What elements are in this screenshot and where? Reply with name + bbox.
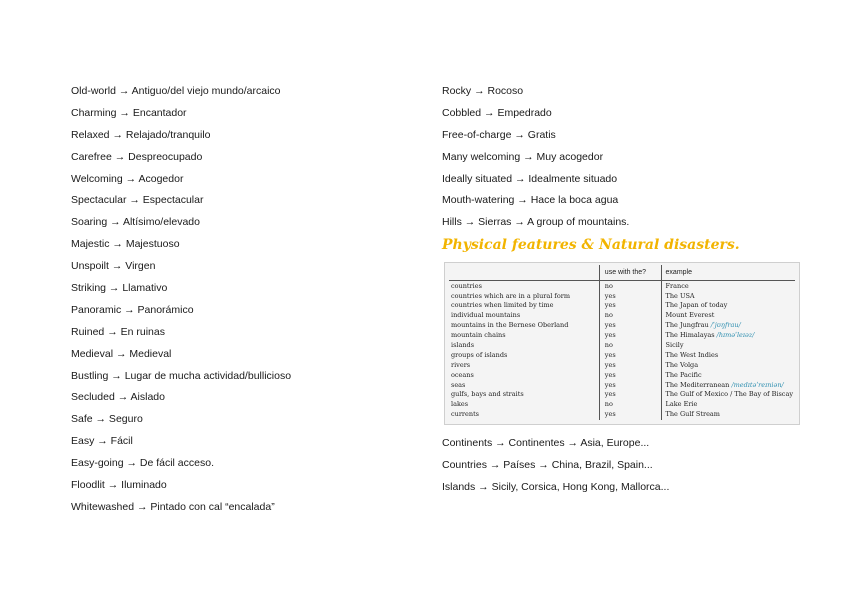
table-cell-use-the-text: yes <box>604 291 616 300</box>
table-cell-example-text: Mount Everest <box>665 311 715 320</box>
table-cell-example-text: The Japan of today <box>665 301 728 310</box>
table-row <box>449 360 795 370</box>
table-cell-use-the <box>599 281 661 291</box>
table-row <box>449 410 795 420</box>
table-header-category <box>449 265 599 281</box>
table-cell-use-the-text: yes <box>604 390 616 399</box>
table-header-use-the: use with the? <box>599 265 661 281</box>
vocab-line: Striking → Llamativo <box>71 282 168 295</box>
table-cell-use-the-text: yes <box>604 321 616 330</box>
table-cell-use-the <box>599 370 661 380</box>
table-cell-use-the-text: yes <box>604 370 616 379</box>
table-body <box>449 281 795 420</box>
table-cell-example <box>661 311 795 321</box>
vocab-line: Secluded → Aislado <box>71 391 165 404</box>
vocab-line: Whitewashed → Pintado con cal “encalada” <box>71 500 275 513</box>
vocab-line: Rocky → Rocoso <box>442 85 524 97</box>
vocab-line: Mouth-watering → Hace la boca agua <box>442 194 619 207</box>
vocab-line: Ruined → En ruinas <box>71 325 165 338</box>
table-cell-example <box>661 400 795 410</box>
vocab-line: Unspoilt → Virgen <box>71 260 156 273</box>
table-row <box>449 291 795 301</box>
table-cell-use-the <box>599 400 661 410</box>
table-cell-category-text: individual mountains <box>451 311 521 320</box>
table-row <box>449 370 795 380</box>
phonetic-transcription: /medɪtəˈreɪniən/ <box>731 380 784 389</box>
vocab-line: Countries → Países → China, Brazil, Spain... <box>442 459 653 472</box>
table-cell-use-the <box>599 380 661 390</box>
table-cell-use-the-text: yes <box>604 360 616 369</box>
table-cell-example <box>661 301 795 311</box>
table-row <box>449 331 795 341</box>
physical-features-table <box>449 265 795 419</box>
table-cell-use-the-text: no <box>604 400 613 409</box>
table-cell-category <box>449 360 599 370</box>
table-cell-example <box>661 380 795 390</box>
table-cell-category-text: currents <box>451 410 480 419</box>
phonetic-transcription: /ˈjʊŋfrau/ <box>710 321 741 330</box>
table-row <box>449 321 795 331</box>
vocab-line: Cobbled → Empedrado <box>442 106 552 119</box>
physical-features-table-image <box>445 263 799 424</box>
table-row <box>449 350 795 360</box>
table-cell-example <box>661 321 795 331</box>
table-cell-example <box>661 410 795 420</box>
vocab-line: Old-world → Antiguo/del viejo mundo/arcaico <box>71 85 281 97</box>
table-header-example: example <box>661 265 795 281</box>
table-cell-example-text: The USA <box>665 291 695 300</box>
table-cell-use-the <box>599 331 661 341</box>
table-cell-use-the <box>599 360 661 370</box>
vocab-line: Islands → Sicily, Corsica, Hong Kong, Mallorca... <box>442 481 670 494</box>
table-cell-example-text: The Himalayas <box>665 331 715 340</box>
table-cell-example <box>661 341 795 351</box>
vocab-line: Hills → Sierras → A group of mountains. <box>442 216 630 229</box>
table-cell-category-text: countries <box>451 281 482 290</box>
bottom-examples <box>442 436 812 502</box>
table-cell-example <box>661 350 795 360</box>
table-cell-category-text: mountains in the Bernese Oberland <box>451 321 569 330</box>
table-cell-example-text: Sicily <box>665 341 684 350</box>
table-cell-example <box>661 331 795 341</box>
right-vocabulary-column <box>442 84 812 502</box>
table-cell-category <box>449 341 599 351</box>
table-cell-example <box>661 390 795 400</box>
vocab-line: Charming → Encantador <box>71 106 187 119</box>
vocab-line: Relaxed → Relajado/tranquilo <box>71 128 211 141</box>
table-cell-example-text: Lake Erie <box>665 400 698 409</box>
vocab-line: Medieval → Medieval <box>71 347 172 360</box>
table-cell-example-text: France <box>665 281 689 290</box>
table-row <box>449 400 795 410</box>
table-cell-category-text: rivers <box>451 360 471 369</box>
vocab-line: Carefree → Despreocupado <box>71 150 203 163</box>
table-cell-use-the <box>599 321 661 331</box>
vocab-line: Easy → Fácil <box>71 435 133 448</box>
vocab-line: Many welcoming → Muy acogedor <box>442 150 604 163</box>
table-cell-use-the-text: yes <box>604 331 616 340</box>
phonetic-transcription: /hɪməˈleɪəz/ <box>716 331 755 340</box>
table-cell-category <box>449 410 599 420</box>
vocab-line: Spectacular → Espectacular <box>71 194 204 207</box>
table-cell-example-text: The Volga <box>665 360 699 369</box>
table-cell-example-text: The Jungfrau <box>665 321 709 330</box>
left-vocabulary-column <box>71 84 421 522</box>
table-cell-use-the-text: no <box>604 281 613 290</box>
table-cell-example <box>661 360 795 370</box>
vocab-line: Panoramic → Panorámico <box>71 303 194 316</box>
table-cell-category-text: lakes <box>451 400 469 409</box>
table-cell-use-the-text: no <box>604 341 613 350</box>
vocab-line: Free-of-charge → Gratis <box>442 128 556 141</box>
table-cell-use-the-text: no <box>604 311 613 320</box>
table-row <box>449 390 795 400</box>
table-cell-category-text: seas <box>451 380 466 389</box>
table-cell-use-the-text: yes <box>604 301 616 310</box>
table-cell-category-text: oceans <box>451 370 474 379</box>
vocab-line: Majestic → Majestuoso <box>71 238 180 251</box>
table-cell-category <box>449 281 599 291</box>
table-header-row <box>449 265 795 281</box>
table-cell-use-the <box>599 350 661 360</box>
table-cell-use-the-text: yes <box>604 410 616 419</box>
table-cell-use-the <box>599 311 661 321</box>
table-cell-use-the <box>599 301 661 311</box>
table-row <box>449 341 795 351</box>
table-cell-use-the <box>599 291 661 301</box>
section-heading: Physical features & Natural disasters. <box>442 237 740 254</box>
table-cell-use-the <box>599 410 661 420</box>
vocab-line: Easy-going → De fácil acceso. <box>71 457 214 470</box>
table-cell-category <box>449 321 599 331</box>
table-row <box>449 311 795 321</box>
table-cell-category-text: mountain chains <box>451 331 506 340</box>
vocab-line: Ideally situated → Idealmente situado <box>442 172 618 185</box>
table-cell-use-the <box>599 390 661 400</box>
table-cell-category-text: groups of islands <box>451 350 508 359</box>
vocab-line: Bustling → Lugar de mucha actividad/bullicioso <box>71 369 292 382</box>
table-cell-category <box>449 331 599 341</box>
vocab-line: Floodlit → Iluminado <box>71 479 167 492</box>
table-cell-category <box>449 390 599 400</box>
table-cell-category <box>449 311 599 321</box>
vocab-line: Continents → Continentes → Asia, Europe... <box>442 437 650 450</box>
table-cell-use-the <box>599 341 661 351</box>
table-cell-example <box>661 291 795 301</box>
vocab-line: Soaring → Altísimo/elevado <box>71 216 200 229</box>
table-cell-example-text: The Mediterranean <box>665 380 730 389</box>
table-cell-use-the-text: yes <box>604 380 616 389</box>
table-cell-category-text: gulfs, bays and straits <box>451 390 524 399</box>
table-cell-category <box>449 291 599 301</box>
table-cell-example-text: The Gulf Stream <box>665 410 720 419</box>
table-cell-category <box>449 370 599 380</box>
table-cell-category <box>449 350 599 360</box>
table-cell-example-text: The Pacific <box>665 370 702 379</box>
table-row <box>449 281 795 291</box>
table-cell-category-text: countries when limited by time <box>451 301 554 310</box>
table-row <box>449 301 795 311</box>
table-cell-example-text: The West Indies <box>665 350 719 359</box>
table-cell-example <box>661 370 795 380</box>
table-cell-example-text: The Gulf of Mexico / The Bay of Biscay <box>665 390 793 399</box>
table-cell-category <box>449 301 599 311</box>
table-cell-use-the-text: yes <box>604 350 616 359</box>
table-cell-category-text: islands <box>451 341 475 350</box>
table-row <box>449 380 795 390</box>
table-cell-example <box>661 281 795 291</box>
table-cell-category-text: countries which are in a plural form <box>451 291 571 300</box>
table-cell-category <box>449 400 599 410</box>
table-cell-category <box>449 380 599 390</box>
vocab-line: Safe → Seguro <box>71 413 143 426</box>
vocab-line: Welcoming → Acogedor <box>71 172 184 185</box>
